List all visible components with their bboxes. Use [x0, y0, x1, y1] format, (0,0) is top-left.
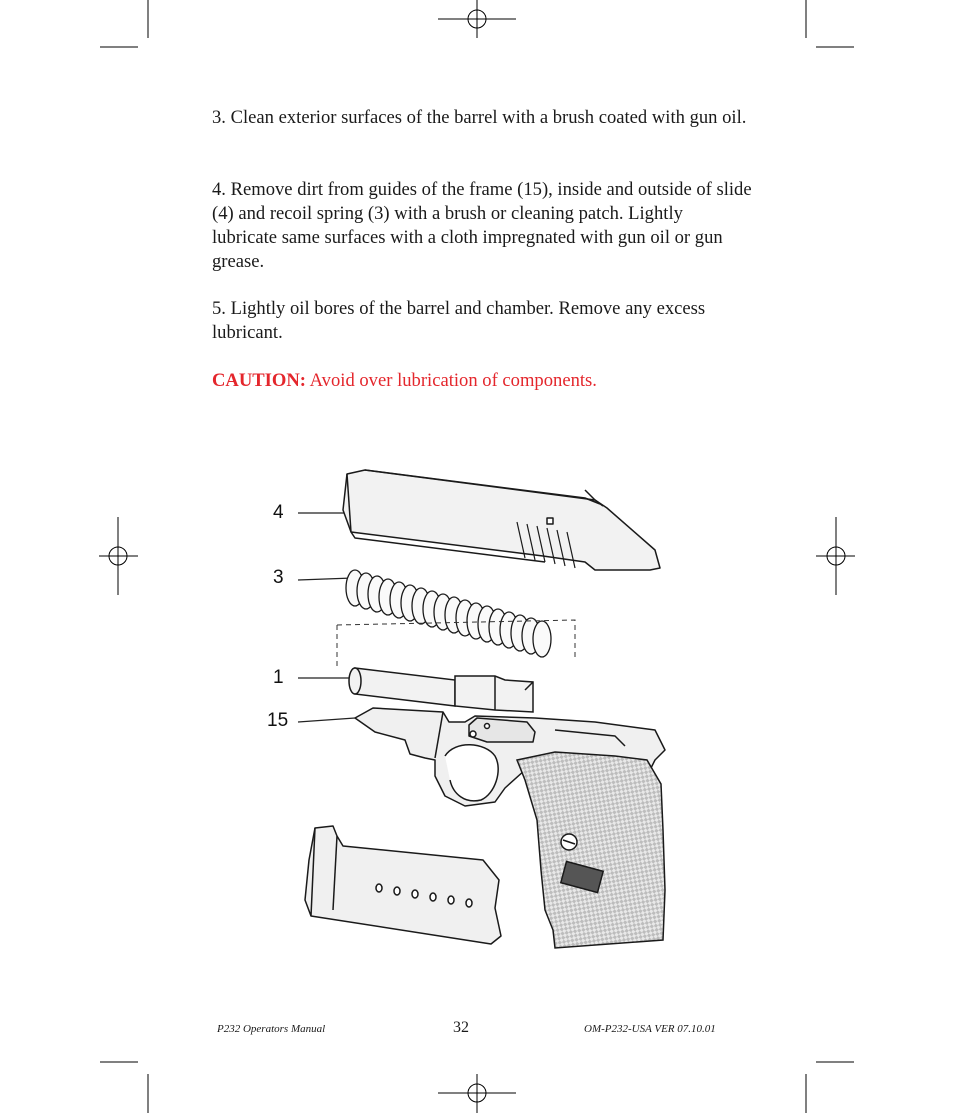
caution-note [212, 369, 752, 393]
magazine-part [305, 826, 501, 944]
slide-part [343, 470, 660, 570]
barrel-part [349, 668, 533, 712]
callout-1: 1 [273, 667, 284, 688]
step-5: 5. Lightly oil bores of the barrel and chamber. Remove any excess lubricant. [212, 298, 706, 343]
caution-label: CAUTION: [212, 370, 307, 391]
footer-version: OM-P232-USA VER 07.10.01 [584, 1023, 716, 1035]
recoil-spring-part [346, 570, 551, 657]
exploded-view-figure [255, 460, 685, 960]
grip-part [517, 752, 665, 948]
footer-manual-title: P232 Operators Manual [217, 1023, 326, 1035]
step-4: 4. Remove dirt from guides of the frame (15), inside and outside of slide (4) and recoil spring (3) with a brush or cleaning patch. Lightly lubricate same surfaces with a cloth impregnated with gun oil or gun grease. [212, 179, 752, 272]
callout-15: 15 [267, 710, 289, 731]
step-3: 3. Clean exterior surfaces of the barrel with a brush coated with gun oil. [212, 107, 747, 128]
callout-3: 3 [273, 567, 284, 588]
caution-text: Avoid over lubrication of components. [306, 370, 597, 391]
callout-4: 4 [273, 502, 284, 523]
page-number: 32 [453, 1019, 469, 1036]
